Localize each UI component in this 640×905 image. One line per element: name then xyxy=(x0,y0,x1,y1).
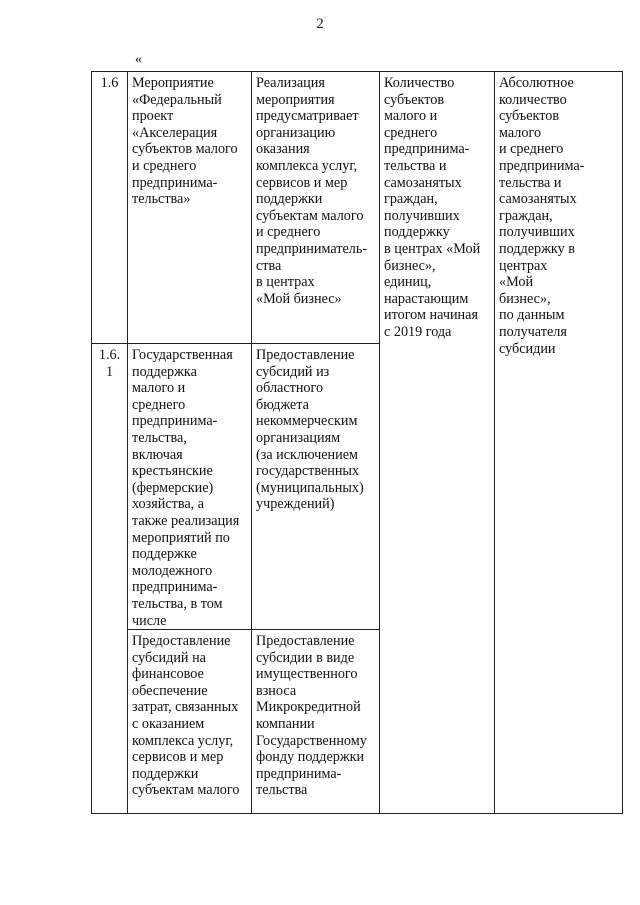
event-cell: Предоставление субсидий на финансовое обеспечение затрат, связанных с оказанием комплекса услуг, сервисов и мер поддержки субъектам малого xyxy=(128,630,252,814)
page-number: 2 xyxy=(316,16,324,32)
event-cell: Государственная поддержка малого и среднего предпринима- тельства, включая крестьянские (фермерские) хозяйства, а также реализация мероприятий по поддержке молодежного предпринима- тельства, в том числе xyxy=(128,344,252,630)
row-number: 1.6 xyxy=(92,72,128,344)
measures-table xyxy=(91,71,623,814)
implementation-cell: Предоставление субсидий из областного бюджета некоммерческим организациям (за исключением государственных (муниципальных) учреждений) xyxy=(252,344,380,630)
event-cell: Мероприятие «Федеральный проект «Акселерация субъектов малого и среднего предпринима- тельства» xyxy=(128,72,252,344)
row-number: 1.6.1 xyxy=(92,344,128,814)
opening-quote-mark: « xyxy=(135,52,142,67)
table-row xyxy=(92,72,623,344)
indicator-value-cell: Абсолютное количество субъектов малого и среднего предпринима- тельства и самозанятых граждан, получивших поддержку в центрах «Мой бизнес», по данным получателя субсидии xyxy=(495,72,623,814)
indicator-cell: Количество субъектов малого и среднего предпринима- тельства и самозанятых граждан, получивших поддержку в центрах «Мой бизнес», единиц, нарастающим итогом начиная с 2019 года xyxy=(380,72,495,814)
implementation-cell: Реализация мероприятия предусматривает организацию оказания комплекса услуг, сервисов и мер поддержки субъектам малого и среднего предприниматель- ства в центрах «Мой бизнес» xyxy=(252,72,380,344)
implementation-cell: Предоставление субсидии в виде имущественного взноса Микрокредитной компании Государственному фонду поддержки предпринима- тельства xyxy=(252,630,380,814)
